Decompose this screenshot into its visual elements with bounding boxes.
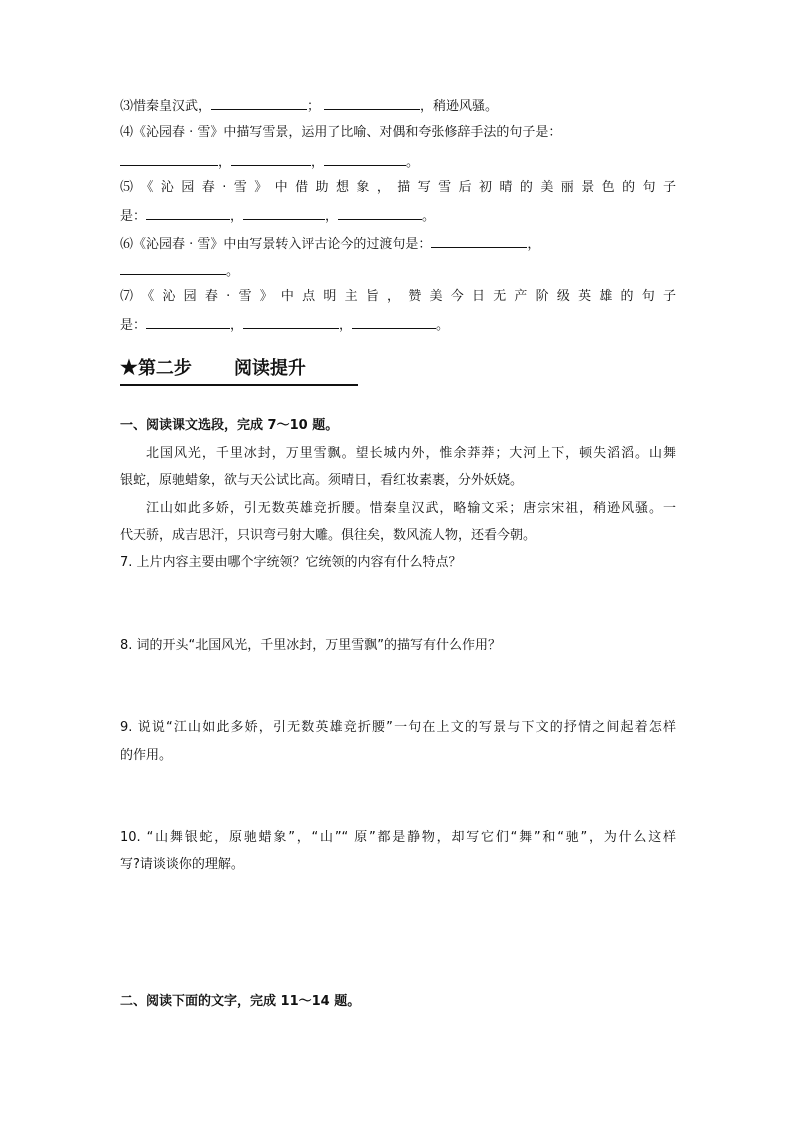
answer-blank[interactable] <box>243 205 325 220</box>
section-heading <box>120 352 358 386</box>
answer-blank[interactable] <box>120 260 226 275</box>
answer-blank[interactable] <box>211 95 307 110</box>
passage-paragraph-2-cont: 代天骄，成吉思汗，只识弯弓射大雕。俱往矣，数风流人物，还看今朝。 <box>120 528 537 543</box>
answer-blank[interactable] <box>231 151 311 166</box>
answer-blank[interactable] <box>146 205 230 220</box>
fill-question-7-answers: 是： ， ， 。 <box>120 314 676 336</box>
passage-paragraph-1-cont: 银蛇，原驰蜡象，欲与天公试比高。须晴日，看红妆素裹，分外妖娆。 <box>120 473 524 488</box>
question-7: 7. 上片内容主要由哪个字统领？它统领的内容有什么特点？ <box>120 555 462 570</box>
answer-blank[interactable] <box>324 151 406 166</box>
fill-question-6: ⑹《沁园春 · 雪》中由写景转入评古论今的过渡句是： ， <box>120 233 676 255</box>
part2-title: 二、阅读下面的文字，完成 11～14 题。 <box>120 994 361 1009</box>
fill-question-7-title: ⑺《沁园春·雪》中点明主旨，赞美今日无产阶级英雄的句子 <box>120 289 676 304</box>
question-9-cont: 的作用。 <box>120 748 173 763</box>
section-step: 第二步 <box>137 358 192 379</box>
star-icon: ★ <box>120 355 138 379</box>
question-10: 10. “山舞银蛇，原驰蜡象”，“山”“ 原”都是静物，却写它们“舞”和“驰”，为什么这样 <box>120 830 676 845</box>
answer-blank[interactable] <box>324 95 420 110</box>
answer-blank[interactable] <box>120 151 218 166</box>
answer-blank[interactable] <box>352 314 436 329</box>
fill-question-5-answers: 是： ， ， 。 <box>120 205 676 227</box>
question-8: 8. 词的开头“北国风光，千里冰封，万里雪飘”的描写有什么作用？ <box>120 638 502 653</box>
part1-title: 一、阅读课文选段，完成 7～10 题。 <box>120 418 339 433</box>
answer-blank[interactable] <box>338 205 422 220</box>
fill-question-5-title: ⑸《沁园春·雪》中借助想象，描写雪后初晴的美丽景色的句子 <box>120 180 676 195</box>
passage-paragraph-2: 江山如此多娇，引无数英雄竞折腰。惜秦皇汉武，略输文采；唐宗宋祖，稍逊风骚。一 <box>146 501 676 516</box>
question-9: 9. 说说“江山如此多娇，引无数英雄竞折腰”一句在上文的写景与下文的抒情之间起着怎样 <box>120 720 676 735</box>
fill-question-4-answers: ， ， 。 <box>120 151 676 173</box>
answer-blank[interactable] <box>431 233 527 248</box>
fill-question-6-cont: 。 <box>120 260 676 282</box>
passage-paragraph-1: 北国风光，千里冰封，万里雪飘。望长城内外，惟余莽莽；大河上下，顿失滔滔。山舞 <box>146 446 676 461</box>
answer-blank[interactable] <box>146 314 230 329</box>
question-10-cont: 写?请谈谈你的理解。 <box>120 857 244 872</box>
section-name: 阅读提升 <box>233 358 306 379</box>
fill-question-4-title: ⑷《沁园春 · 雪》中描写雪景，运用了比喻、对偶和夸张修辞手法的句子是： <box>120 125 562 140</box>
fill-question-3: ⑶惜秦皇汉武， ； ，稍逊风骚。 <box>120 95 676 117</box>
answer-blank[interactable] <box>243 314 339 329</box>
